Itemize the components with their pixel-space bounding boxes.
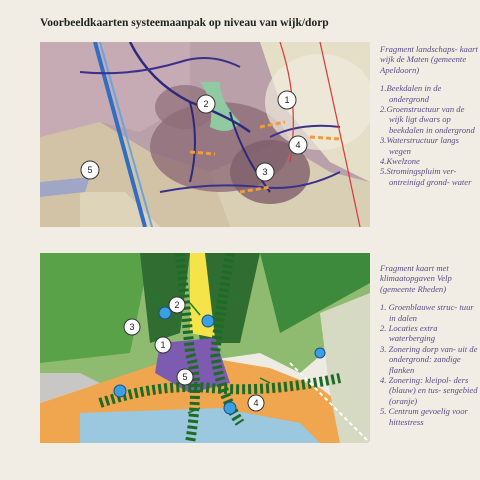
page-title: Voorbeeldkaarten systeemaanpak op niveau van wijk/dorp [40, 17, 329, 29]
map1-marker-2: 2 [203, 99, 209, 109]
map2-legend-item: 2. Locaties extra waterberging [380, 323, 438, 344]
map1-marker-3: 3 [262, 167, 268, 177]
map1-legend-item: 2.Groenstructuur van de wijk ligt dwars op beekdalen in ondergrond [380, 104, 475, 135]
map2-marker-4: 4 [253, 398, 259, 408]
map1-caption: Fragment landschaps- kaart wijk de Maten (gemeente Apeldoorn) [380, 44, 478, 75]
map2-legend-item: 3. Zonering dorp van- uit de ondergrond: zandige flanken [380, 343, 478, 375]
map2-marker-5: 5 [182, 372, 188, 382]
map1-legend-item: 4.Kwelzone [380, 156, 420, 167]
map1-marker-5: 5 [87, 165, 93, 175]
map2-legend-item: 5. Centrum gevoelig voor hittestress [380, 406, 468, 427]
map2-marker-2: 2 [174, 300, 180, 310]
map1-marker-4: 4 [295, 140, 301, 150]
map2-marker-1: 1 [160, 340, 166, 350]
landscape-map-de-maten [40, 42, 370, 227]
map2-caption: Fragment kaart met klimaatopgaven Velp (gemeente Rheden) [380, 263, 452, 294]
map2-legend-item: 4. Zonering: kleipol- ders (blauw) en tus- sengebied (oranje) [380, 375, 478, 406]
map1-marker-1: 1 [284, 95, 290, 105]
map2-legend [380, 263, 480, 427]
map1-legend [380, 44, 480, 187]
map1-legend-item: 5.Stromingspluim ver- ontreinigd grond- water [380, 166, 472, 187]
map2-legend-item: 1. Groenblauwe struc- tuur in dalen [380, 302, 474, 323]
map1-legend-item: 3.Waterstructuur langs wegen [380, 135, 459, 156]
climate-map-velp [40, 253, 370, 443]
map2-marker-3: 3 [129, 322, 135, 332]
map1-legend-item: 1.Beekdalen in de ondergrond [380, 83, 442, 104]
